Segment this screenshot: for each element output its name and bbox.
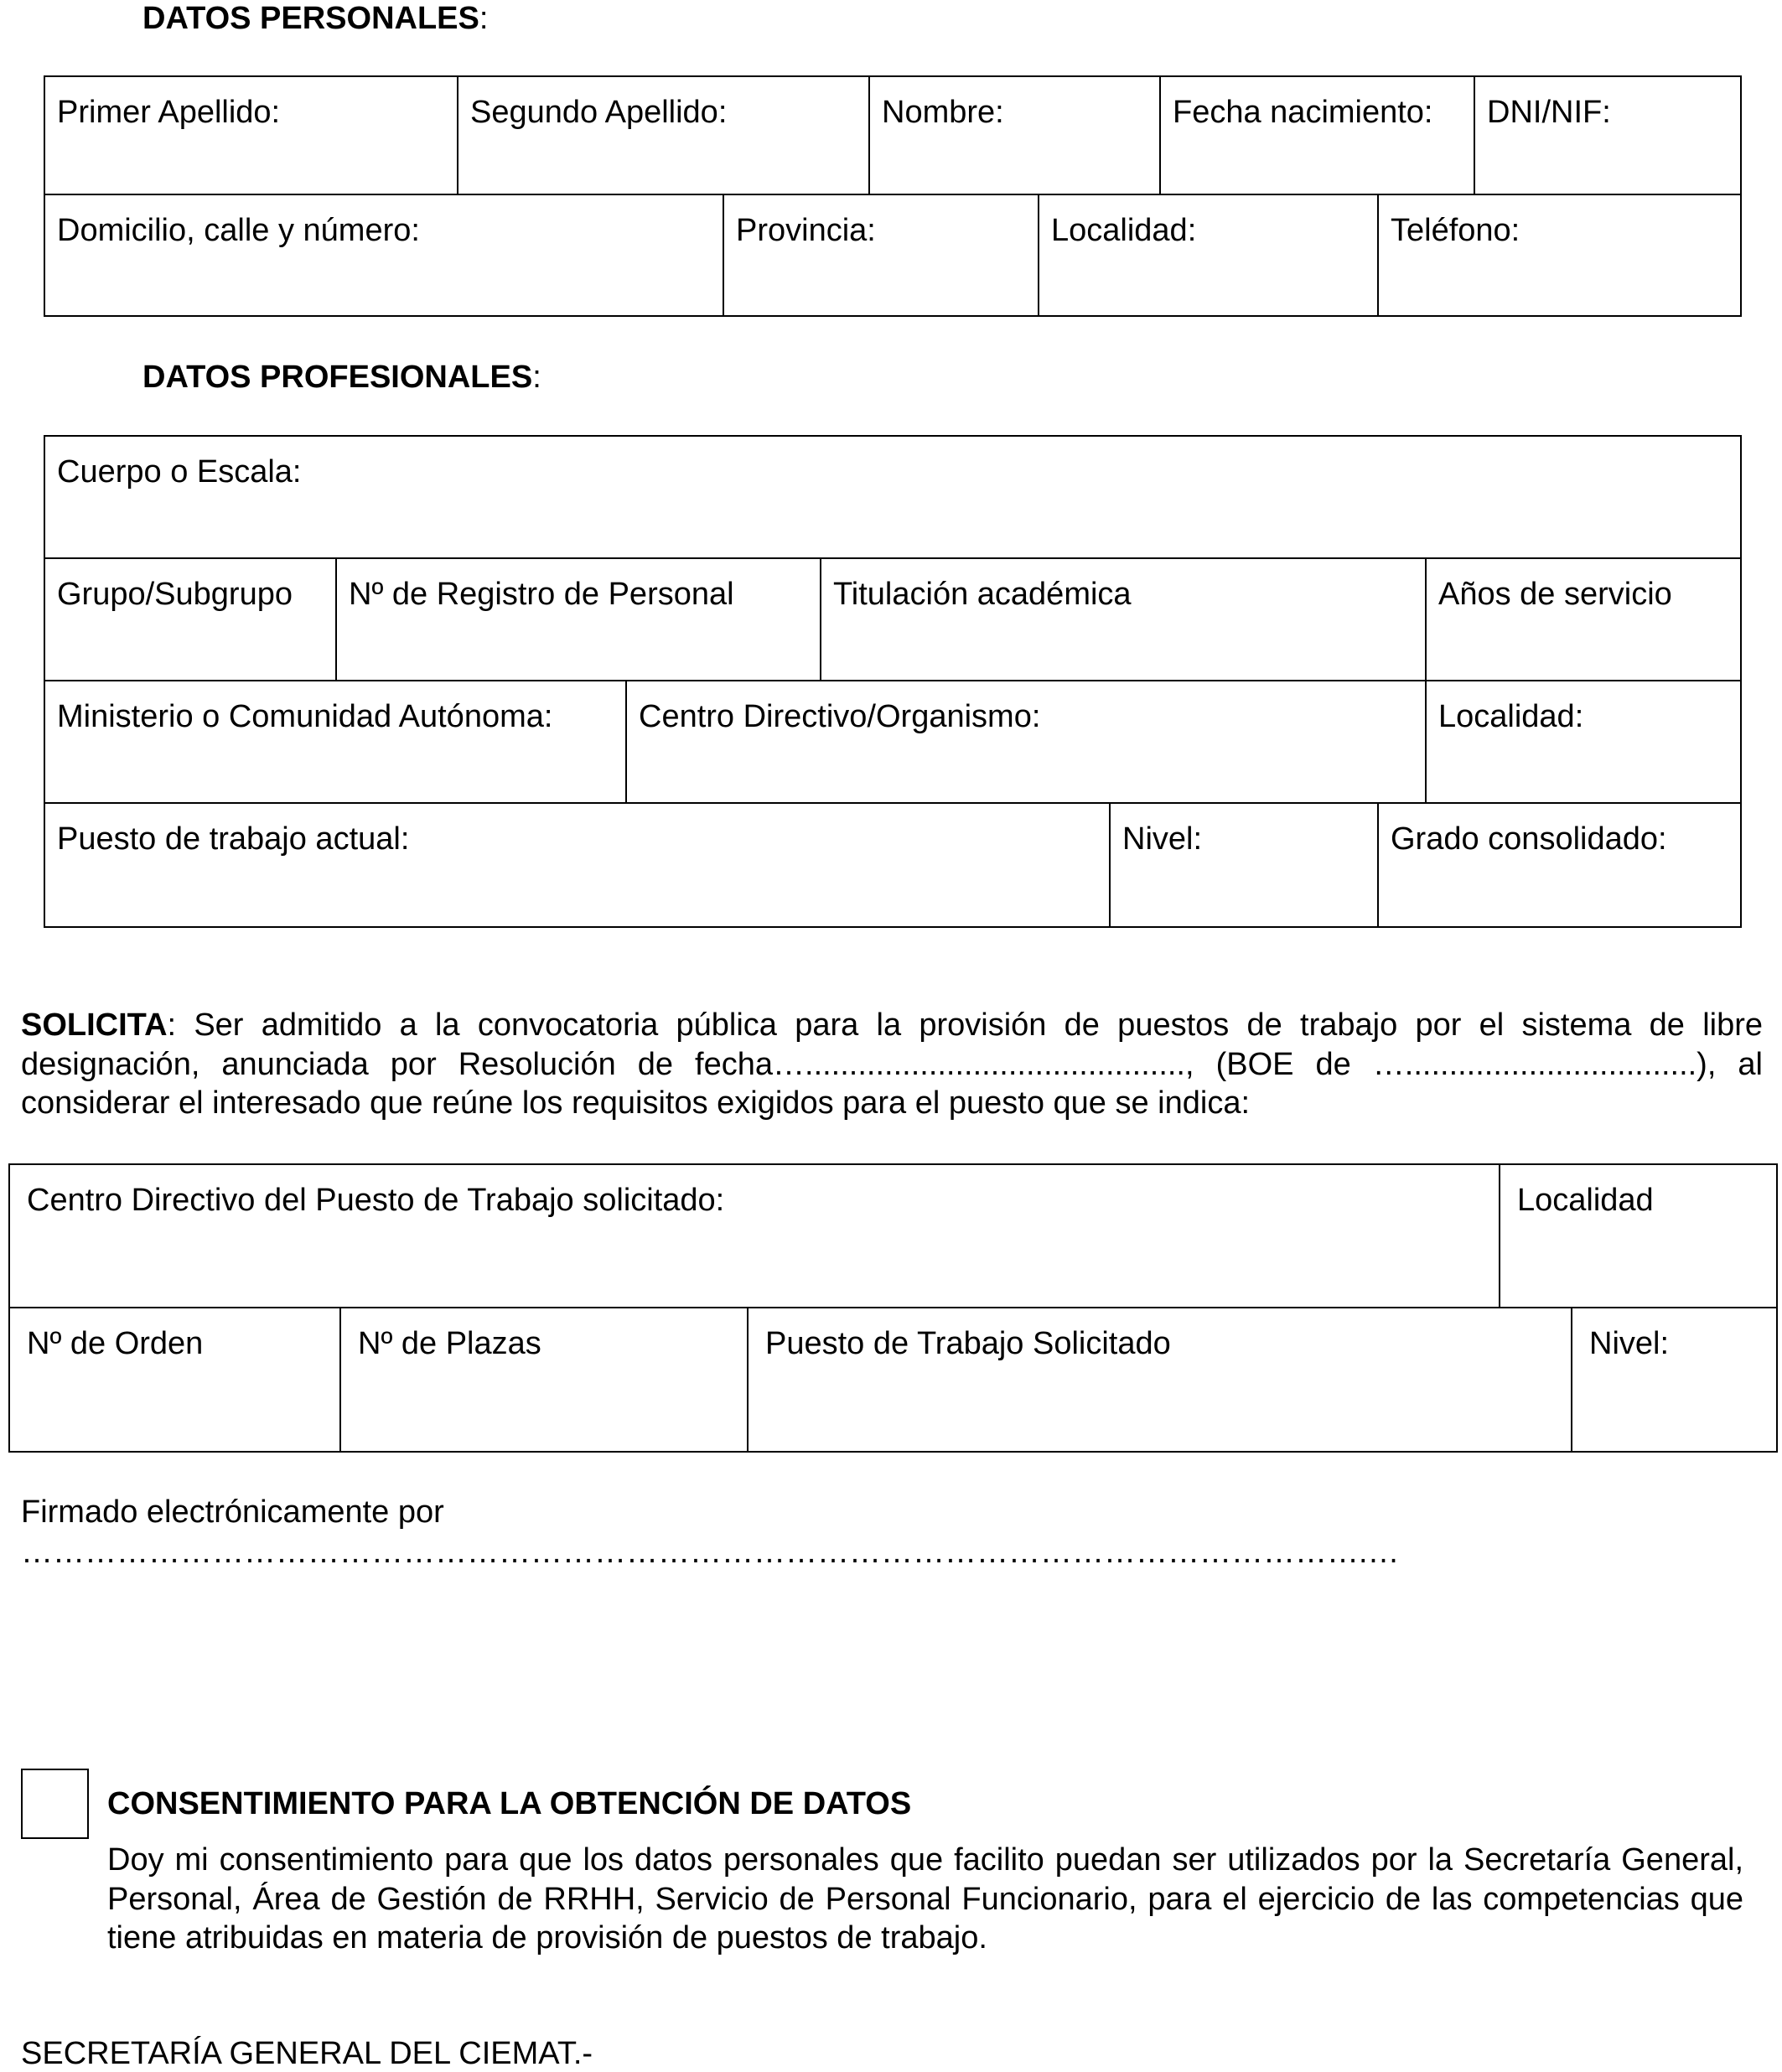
field-label: Cuerpo o Escala: — [57, 454, 302, 490]
field-numero-plazas[interactable] — [339, 1307, 749, 1453]
signature-line[interactable]: ……………………………………………………………………………………………………………….… — [21, 1535, 1400, 1570]
field-segundo-apellido[interactable] — [457, 75, 870, 195]
solicita-paragraph — [21, 1006, 1763, 1123]
field-label: Centro Directivo/Organismo: — [639, 699, 1041, 734]
field-label: Segundo Apellido: — [470, 95, 728, 130]
field-label: Titulación académica — [833, 577, 1132, 612]
field-label: Nº de Registro de Personal — [349, 577, 734, 612]
field-nivel-solicitado[interactable] — [1571, 1307, 1778, 1453]
field-label: Localidad: — [1051, 213, 1197, 248]
field-label: Años de servicio — [1438, 577, 1672, 612]
field-provincia[interactable] — [723, 194, 1039, 317]
field-nivel[interactable] — [1109, 802, 1379, 928]
consent-title: CONSENTIMIENTO PARA LA OBTENCIÓN DE DATOS — [107, 1786, 912, 1821]
field-label: Nº de Plazas — [358, 1326, 541, 1361]
field-ministerio[interactable] — [44, 680, 627, 804]
field-label: Nº de Orden — [27, 1326, 204, 1361]
field-telefono[interactable] — [1377, 194, 1742, 317]
field-cuerpo-escala[interactable] — [44, 435, 1742, 559]
field-label: Localidad: — [1438, 699, 1584, 734]
field-centro-directivo-solicitado[interactable] — [8, 1163, 1500, 1308]
field-numero-orden[interactable] — [8, 1307, 341, 1453]
footer-text: SECRETARÍA GENERAL DEL CIEMAT.- — [21, 2036, 593, 2071]
field-centro-directivo[interactable] — [625, 680, 1427, 804]
field-anos-servicio[interactable] — [1425, 557, 1742, 681]
field-registro-personal[interactable] — [335, 557, 821, 681]
field-label: Grado consolidado: — [1391, 821, 1667, 857]
field-label: Provincia: — [736, 213, 876, 248]
field-label: Primer Apellido: — [57, 95, 281, 130]
field-label: Nivel: — [1589, 1326, 1670, 1361]
field-titulacion[interactable] — [820, 557, 1427, 681]
field-dni-nif[interactable] — [1474, 75, 1742, 195]
consent-checkbox[interactable] — [21, 1769, 89, 1839]
field-puesto-solicitado[interactable] — [747, 1307, 1572, 1453]
field-nombre[interactable] — [868, 75, 1161, 195]
field-puesto-actual[interactable] — [44, 802, 1111, 928]
professional-data-heading: DATOS PROFESIONALES: — [142, 360, 541, 395]
field-label: Grupo/Subgrupo — [57, 577, 293, 612]
field-localidad-solicitada[interactable] — [1499, 1163, 1778, 1308]
field-label: Fecha nacimiento: — [1173, 95, 1433, 130]
field-domicilio[interactable] — [44, 194, 724, 317]
field-label: Nombre: — [882, 95, 1004, 130]
field-localidad-profesional[interactable] — [1425, 680, 1742, 804]
signature-label: Firmado electrónicamente por — [21, 1494, 444, 1530]
consent-text: Doy mi consentimiento para que los datos personales que facilito puedan ser utilizados por la Secretaría General, Personal, Área de Gestión de RRHH, Servicio de Personal Funcionario, para el ejercicio de las competencias que tiene atribuidas en materia de provisión de puestos de trabajo. — [107, 1842, 1743, 1955]
field-label: Teléfono: — [1391, 213, 1520, 248]
field-label: Nivel: — [1122, 821, 1203, 857]
field-label: DNI/NIF: — [1487, 95, 1611, 130]
solicita-label: SOLICITA — [21, 1008, 168, 1043]
field-localidad[interactable] — [1038, 194, 1379, 317]
solicita-text: : Ser admitido a la convocatoria pública para la provisión de puestos de trabajo por el sistema de libre designación, anunciada por Resolución de fecha…..........................................., (BOE de ….................................), al considerar el interesado que reúne los requisitos exigidos para el puesto que se indica: — [21, 1008, 1763, 1121]
field-grado-consolidado[interactable] — [1377, 802, 1742, 928]
field-label: Puesto de Trabajo Solicitado — [765, 1326, 1171, 1361]
field-label: Puesto de trabajo actual: — [57, 821, 410, 857]
field-primer-apellido[interactable] — [44, 75, 458, 195]
field-label: Domicilio, calle y número: — [57, 213, 420, 248]
field-grupo-subgrupo[interactable] — [44, 557, 337, 681]
field-label: Ministerio o Comunidad Autónoma: — [57, 699, 553, 734]
personal-data-heading: DATOS PERSONALES: — [142, 1, 489, 36]
field-fecha-nacimiento[interactable] — [1159, 75, 1475, 195]
field-label: Centro Directivo del Puesto de Trabajo solicitado: — [27, 1183, 725, 1218]
field-label: Localidad — [1517, 1183, 1654, 1218]
